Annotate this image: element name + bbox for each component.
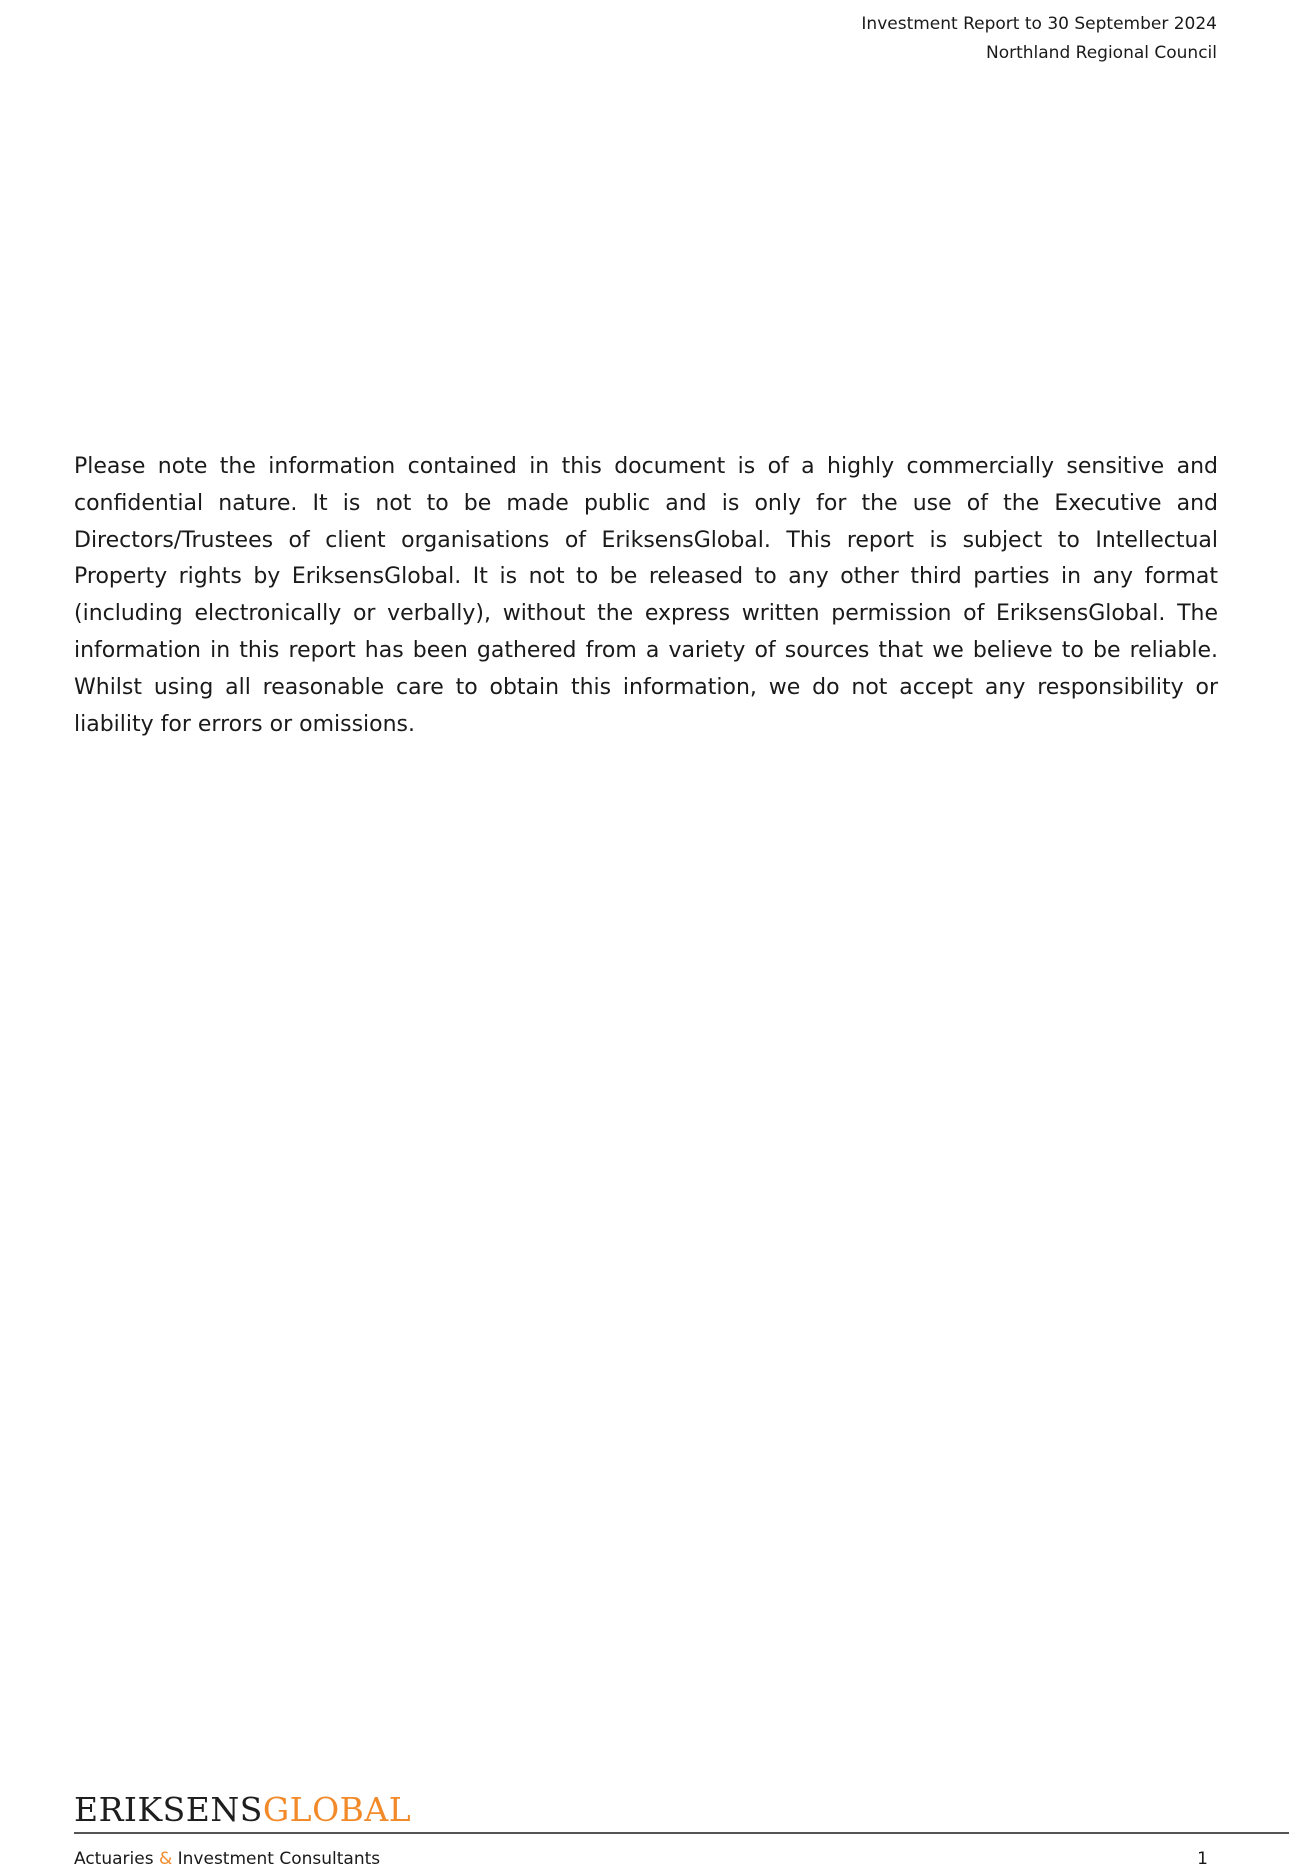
eriksensglobal-logo [74, 1790, 411, 1830]
logo-text-eriksens: ERIKSENS [74, 1790, 263, 1829]
logo-text-global: GLOBAL [262, 1790, 412, 1829]
footer-divider [74, 1832, 1289, 1834]
tagline-ampersand: & [158, 1849, 173, 1869]
tagline-actuaries: Actuaries [74, 1849, 159, 1869]
page-number: 1 [1197, 1849, 1208, 1869]
tagline-investment-consultants: Investment Consultants [172, 1849, 381, 1869]
client-name: Northland Regional Council [985, 43, 1217, 63]
page-header [861, 10, 1217, 68]
footer-tagline [74, 1848, 380, 1870]
confidentiality-disclaimer: Please note the information contained in this document is of a highly commercially sensitive and confidential nature. It is not to be made public and is only for the use of the Executive and Directors/Trustees of client organisations of EriksensGlobal. This report is subject to Intellectual Property rights by EriksensGlobal. It is not to be released to any other third parties in any format (including electronically or verbally), without the express written permission of EriksensGlobal. The information in this report has been gathered from a variety of sources that we believe to be reliable. Whilst using all reasonable care to obtain this information, we do not accept any responsibility or liability for errors or omissions. [74, 454, 1218, 737]
report-title: Investment Report to 30 September 2024 [861, 14, 1217, 34]
